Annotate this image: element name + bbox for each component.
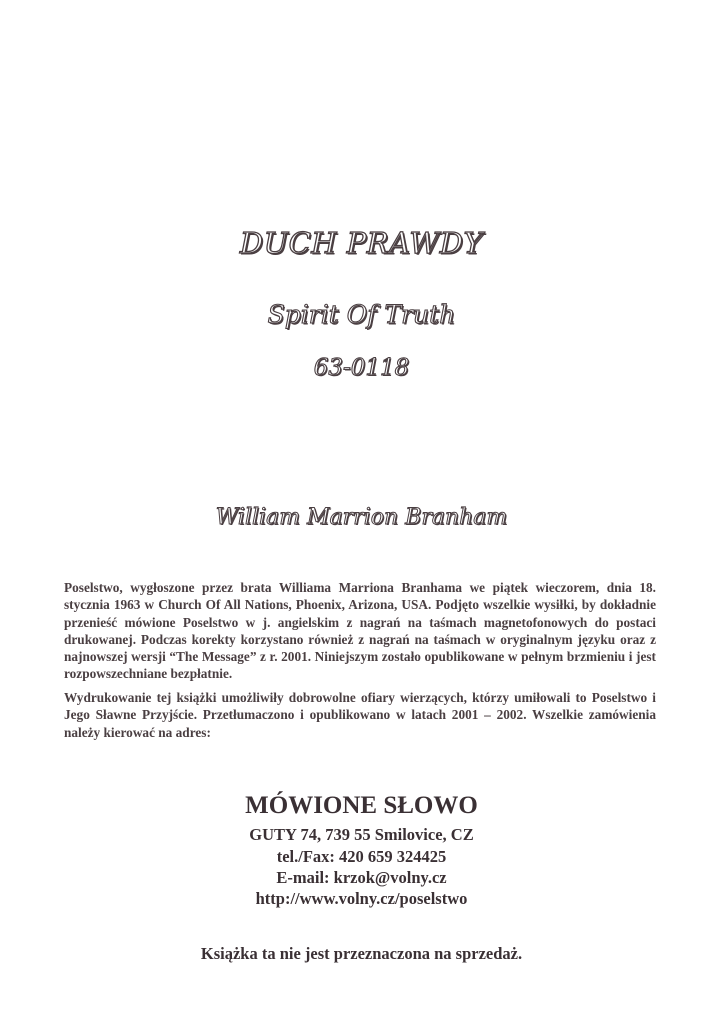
publisher-website: http://www.volny.cz/poselstwo: [255, 889, 468, 908]
publisher-address: GUTY 74, 739 55 Smilovice, CZ: [249, 825, 474, 844]
publisher-phone: tel./Fax: 420 659 324425: [276, 847, 447, 866]
author-name: William Marrion Branham: [215, 505, 508, 530]
document-title: DUCH PRAWDY: [239, 226, 484, 260]
document-subtitle: Spirit Of Truth: [267, 300, 456, 329]
publisher-name: MÓWIONE SŁOWO: [245, 792, 478, 819]
not-for-sale-note: Książka ta nie jest przeznaczona na sprzedaż.: [200, 944, 523, 963]
sermon-code: 63-0118: [313, 355, 410, 381]
intro-paragraph: Poselstwo, wygłoszone przez brata Williama Marriona Branhama we piątek wieczorem, dnia 18. stycznia 1963 w Church Of All Nations, Phoenix, Arizona, USA. Podjęto wszelkie wysiłki, by dokładnie przenieść mówione Poselstwo w j. angielskim z nagrań na taśmach magnetofonowych do postaci drukowanej. Podczas korekty korzystano również z nagrań na taśmach w oryginalnym języku oraz z najnowszej wersji “The Message” z r. 2001. Niniejszym zostało opublikowane w pełnym brzmieniu i jest rozpowszechniane bezpłatnie.: [64, 580, 656, 682]
printing-paragraph: Wydrukowanie tej książki umożliwiły dobrowolne ofiary wierzących, którzy umiłowali to Poselstwo i Jego Sławne Przyjście. Przetłumaczono i opublikowano w latach 2001 – 2002. Wszelkie zamówienia należy kierować na adres:: [64, 690, 656, 740]
publisher-email: E-mail: krzok@volny.cz: [276, 868, 447, 887]
